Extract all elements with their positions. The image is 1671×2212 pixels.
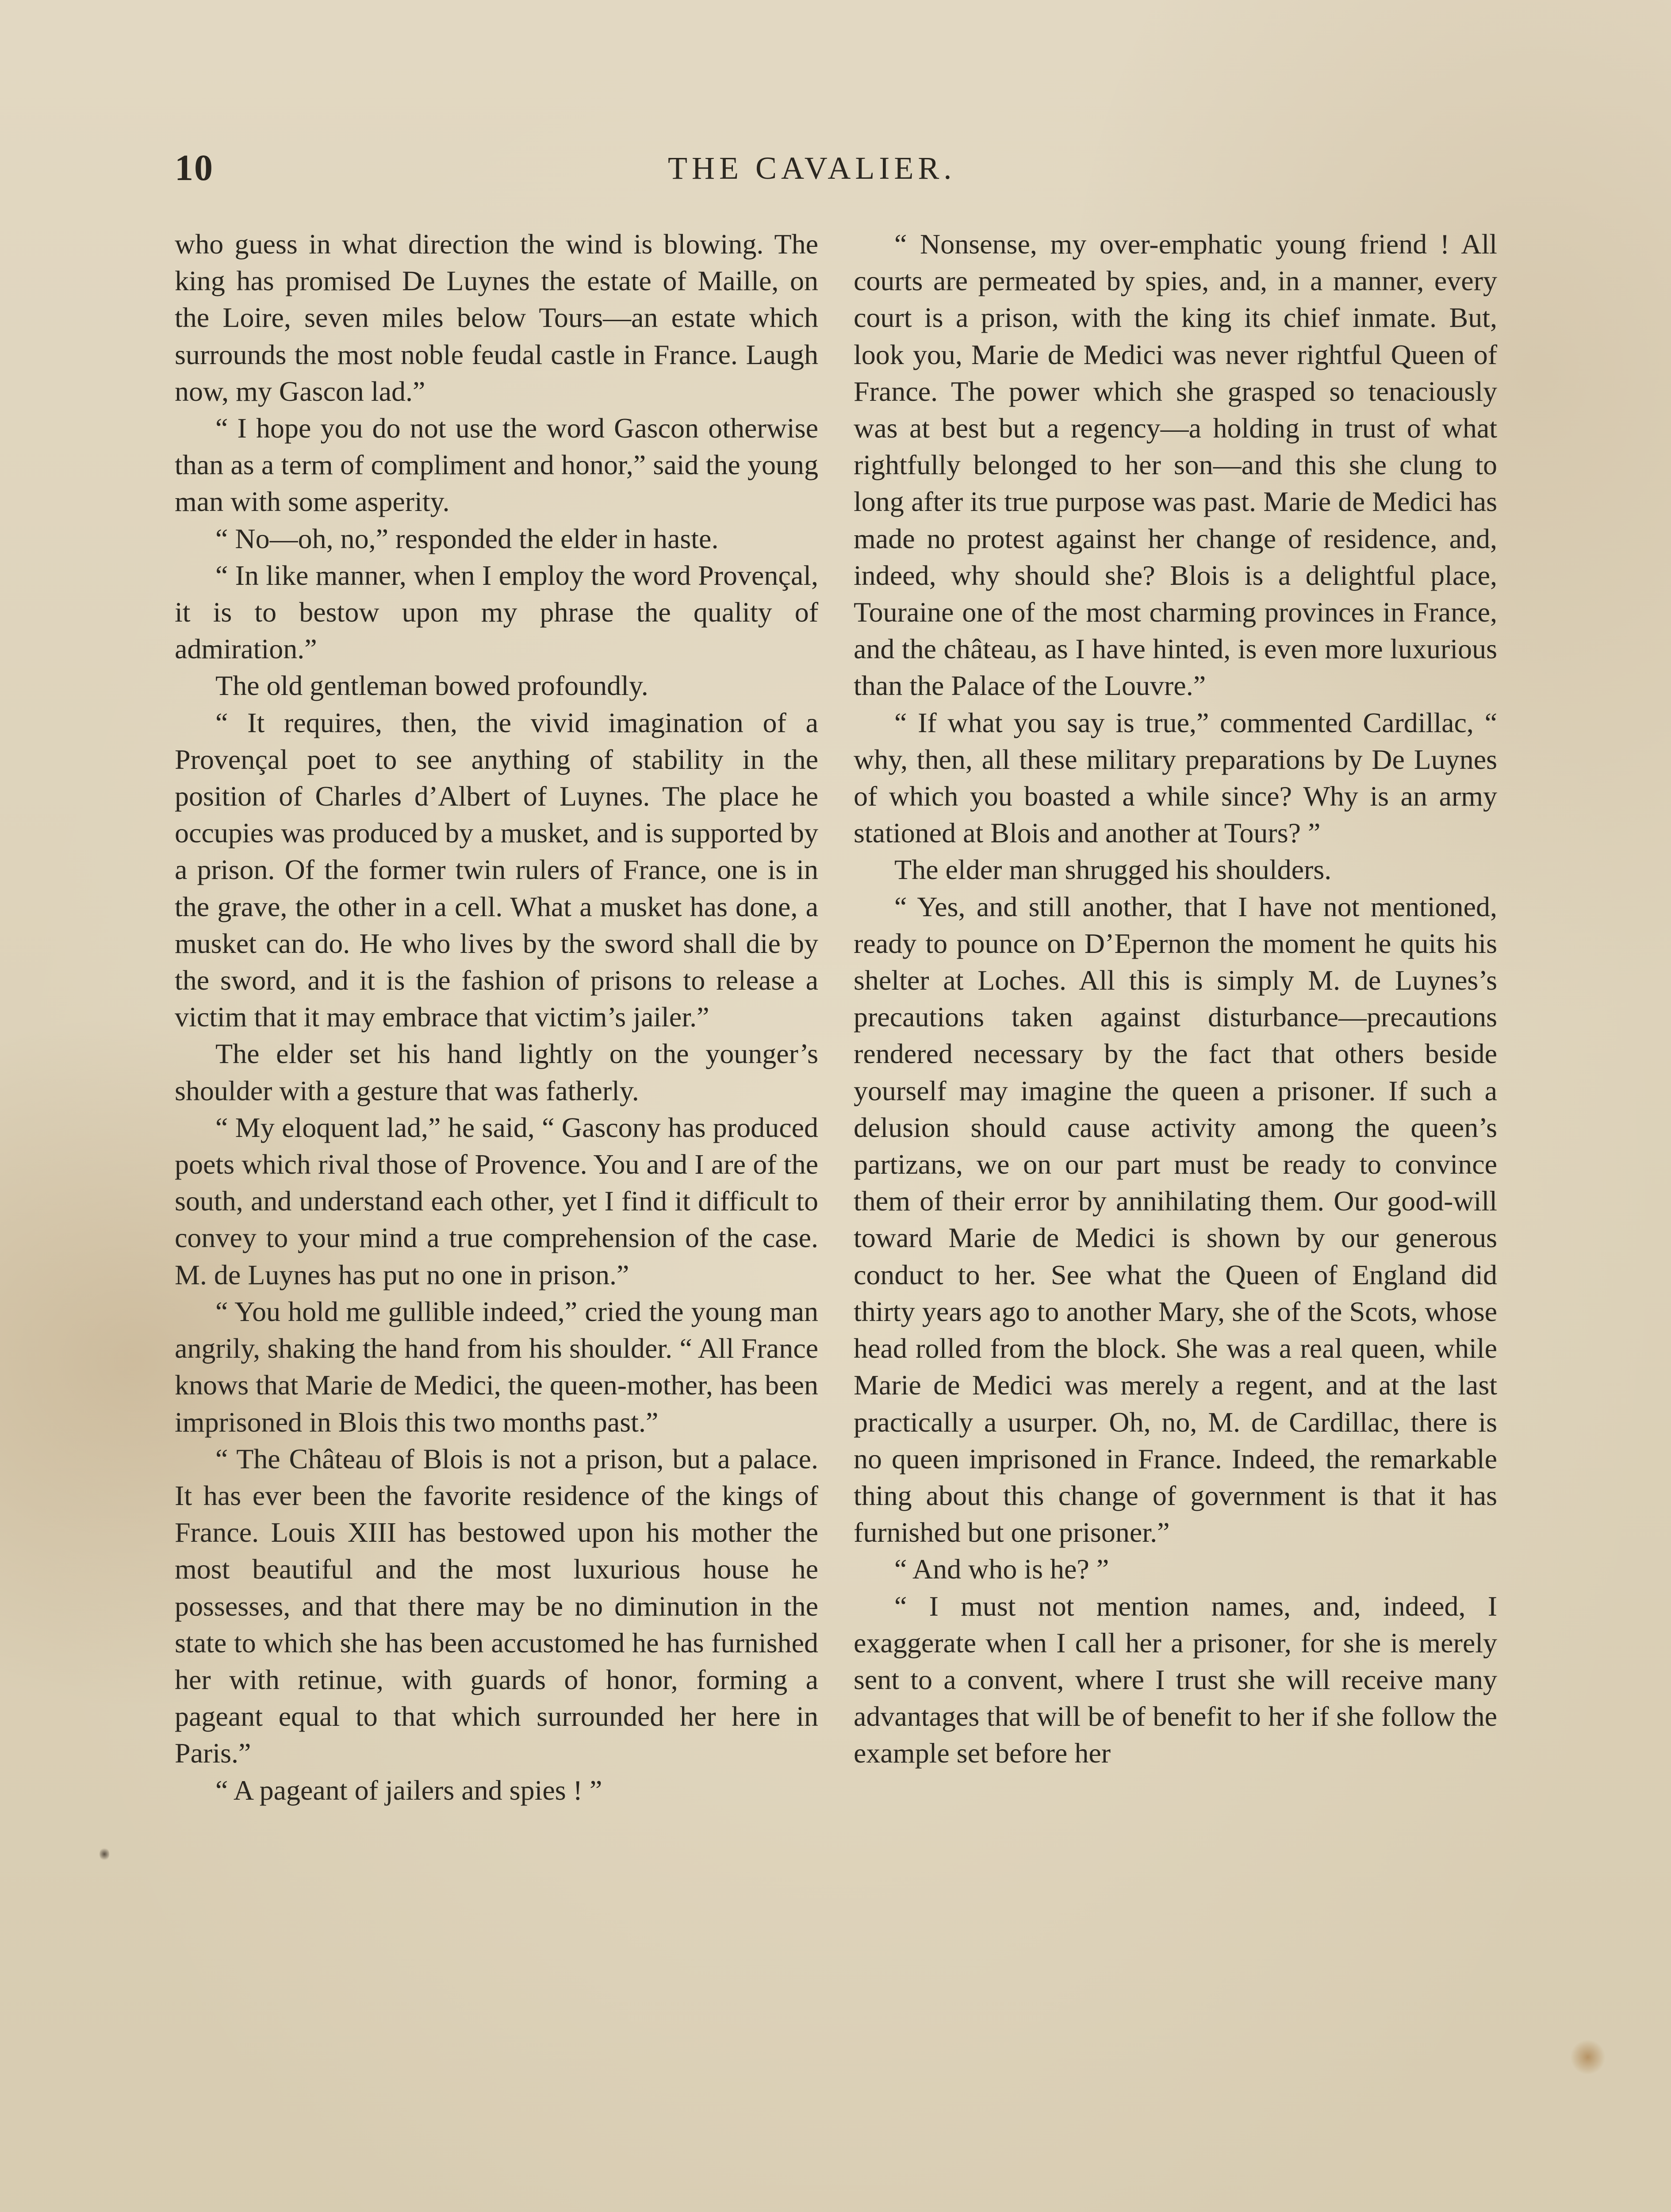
paragraph: “ And who is he? ”	[894, 1553, 1109, 1585]
paragraph: “ It requires, then, the vivid imagination of a Provençal poet to see anything of stability in the position of Charles d’Albert of Luynes. The place he occupies was produced by a musket, and is supported by a prison. Of the former twin rulers of France, one is in the grave, the other in a cell. What a musket has done, a musket can do. He who lives by the sword shall die by the sword, and it is the fashion of prisons to release a victim that it may embrace that victim’s jailer.”	[175, 707, 818, 1033]
paragraph: “ I must not mention names, and, indeed, I exaggerate when I call her a prisoner, for she is merely sent to a convent, where I trust she will receive many advantages that will be of benefit to her if she follow the example set before her	[854, 1590, 1497, 1769]
paragraph: The old gentleman bowed profoundly.	[215, 670, 648, 702]
paragraph: “ A pageant of jailers and spies ! ”	[215, 1774, 602, 1806]
paragraph: “ You hold me gullible indeed,” cried the young man angrily, shaking the hand from his shoulder. “ All France knows that Marie de Medici, the queen-mother, has been imprisoned in Blois this two months past.”	[175, 1295, 818, 1438]
paragraph: who guess in what direction the wind is blowing. The king has promised De Luynes the estate of Maille, on the Loire, seven miles below Tours—an estate which surrounds the most noble feudal castle in France. Laugh now, my Gascon lad.”	[175, 228, 818, 407]
left-column	[175, 226, 818, 1809]
paragraph: “ In like manner, when I employ the word Provençal, it is to bestow upon my phrase the quality of admiration.”	[175, 559, 818, 665]
paragraph: “ I hope you do not use the word Gascon otherwise than as a term of compliment and honor,” said the young man with some asperity.	[175, 412, 818, 518]
page-header	[175, 146, 1502, 199]
right-column	[854, 226, 1497, 1772]
paragraph: “ No—oh, no,” responded the elder in haste.	[215, 522, 719, 554]
page-number: 10	[175, 147, 214, 188]
paragraph: “ My eloquent lad,” he said, “ Gascony has produced poets which rival those of Provence. You and I are of the south, and understand each other, yet I find it difficult to convey to your mind a true comprehension of the case. M. de Luynes has put no one in prison.”	[175, 1111, 818, 1290]
ink-speck	[100, 1847, 109, 1861]
paragraph: “ The Château of Blois is not a prison, but a palace. It has ever been the favorite residence of the kings of France. Louis XIII has bestowed upon his mother the most beautiful and the most luxurious house he possesses, and that there may be no diminution in the state to which she has been accustomed he has furnished her with retinue, with guards of honor, forming a pageant equal to that which surrounded her here in Paris.”	[175, 1443, 818, 1769]
paragraph: The elder man shrugged his shoulders.	[894, 854, 1332, 886]
foxing-stain	[1570, 2039, 1606, 2075]
paragraph: “ If what you say is true,” commented Cardillac, “ why, then, all these military preparations by De Luynes of which you boasted a while since? Why is an army stationed at Blois and another at Tours? ”	[854, 707, 1497, 849]
paragraph: “ Yes, and still another, that I have not mentioned, ready to pounce on D’Epernon the moment he quits his shelter at Loches. All this is simply M. de Luynes’s precautions taken against disturbance—precautions rendered necessary by the fact that others beside yourself may imagine the queen a prisoner. If such a delusion should cause activity among the queen’s partizans, we on our part must be ready to convince them of their error by annihilating them. Our good-will toward Marie de Medici is shown by our generous conduct to her. See what the Queen of England did thirty years ago to another Mary, she of the Scots, whose head rolled from the block. She was a real queen, while Marie de Medici was merely a regent, and at the last practically a usurper. Oh, no, M. de Cardillac, there is no queen imprisoned in France. Indeed, the remarkable thing about this change of government is that it has furnished but one prisoner.”	[854, 891, 1497, 1548]
paragraph: The elder set his hand lightly on the younger’s shoulder with a gesture that was fatherly.	[175, 1038, 818, 1106]
paragraph: “ Nonsense, my over-emphatic young friend ! All courts are permeated by spies, and, in a manner, every court is a prison, with the king its chief inmate. But, look you, Marie de Medici was never rightful Queen of France. The power which she grasped so tenaciously was at best but a regency—a holding in trust of what rightfully belonged to her son—and this she clung to long after its true purpose was past. Marie de Medici has made no protest against her change of residence, and, indeed, why should she? Blois is a delightful place, Touraine one of the most charming provinces in France, and the château, as I have hinted, is even more luxurious than the Palace of the Louvre.”	[854, 228, 1497, 702]
running-title: THE CAVALIER.	[668, 150, 956, 186]
